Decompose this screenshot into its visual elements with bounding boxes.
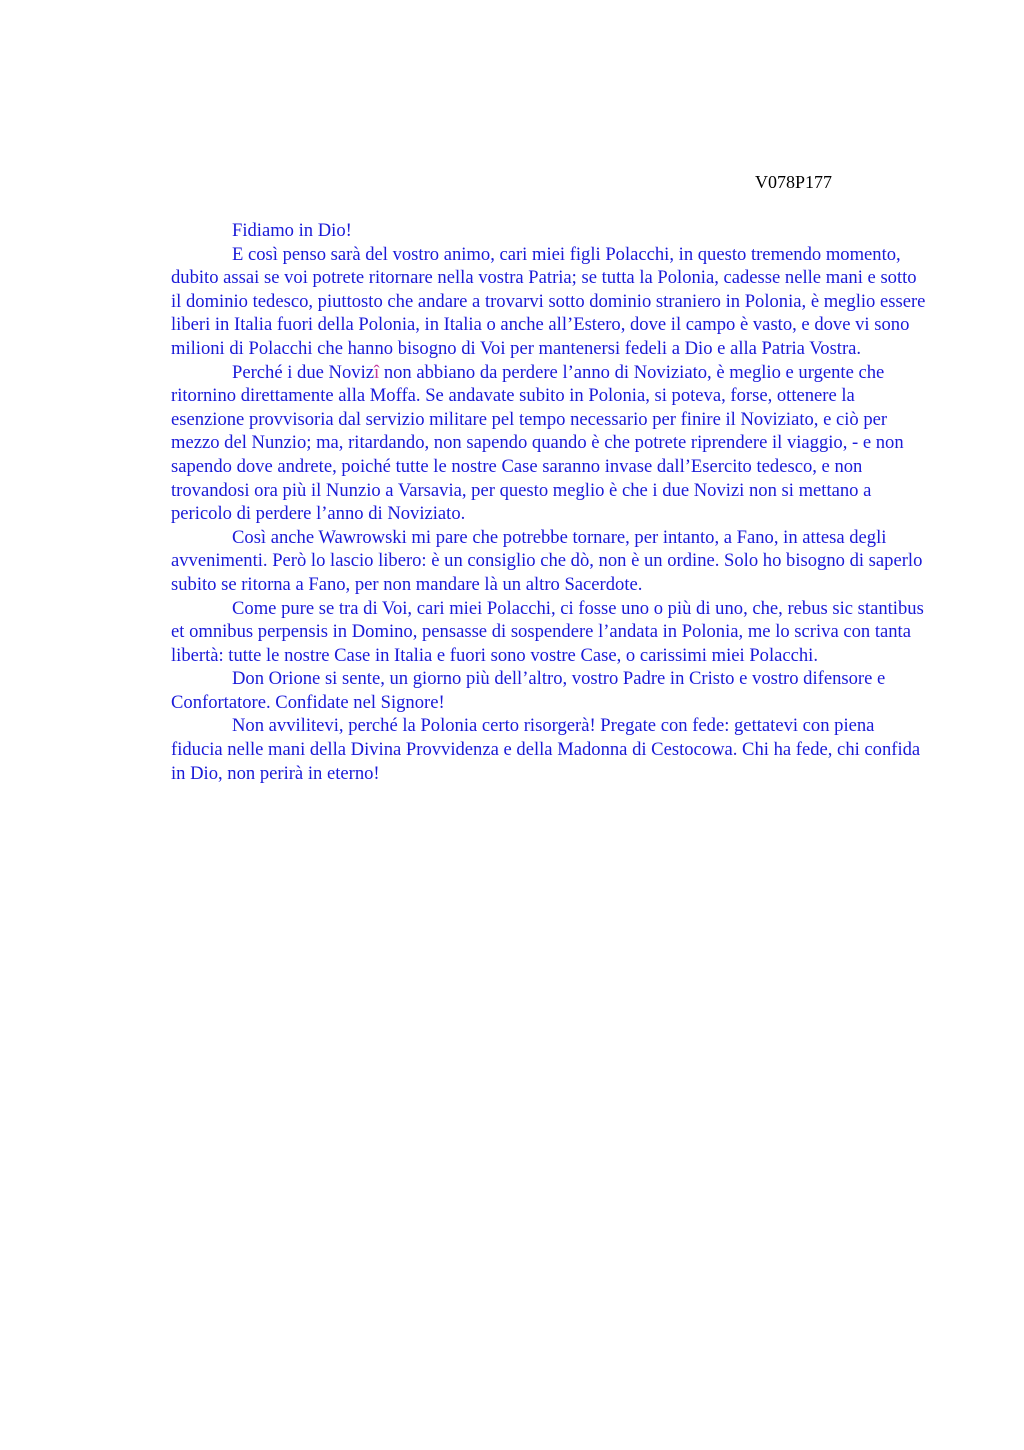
paragraph-freedom: Come pure se tra di Voi, cari miei Polacchi, ci fosse uno o più di uno, che, rebus sic stantibus et omnibus perpensis in Domino, pensasse di sospendere l’andata in Polonia, me lo scriva con tanta libertà: tutte le nostre Case in Italia e fuori sono vostre Case, o carissimi miei Polacchi. bbox=[171, 597, 924, 666]
paragraph-closing: Non avvilitevi, perché la Polonia certo risorgerà! Pregate con fede: gettatevi con piena fiducia nelle mani della Divina Provvidenza e della Madonna di Cestocowa. Chi ha fede, chi confida in Dio, non perirà in eterno! bbox=[171, 715, 921, 784]
paragraph-polish-sons: E così penso sarà del vostro animo, cari miei figli Polacchi, in questo tremendo momento, dubito assai se voi potrete ritornare nella vostra Patria; se tutta la Polonia, cadesse nelle mani e sotto il dominio tedesco, piuttosto che andare a trovarvi sotto dominio straniero in Polonia, è meglio essere liberi in Italia fuori della Polonia, in Italia o anche all’Estero, dove il campo è vasto, e dove vi sono milioni di Polacchi che hanno bisogno di Voi per mantenersi fedeli a Dio e alla Patria Vostra. bbox=[171, 243, 926, 359]
paragraph-opening: Fidiamo in Dio! bbox=[232, 220, 352, 241]
paragraph-novices-rest: non abbiano da perdere l’anno di Noviziato, è meglio e urgente che ritornino direttamente alla Moffa. Se andavate subito in Polonia, si poteva, forse, ottenere la esenzione provvisoria dal servizio militare pel tempo necessario per finire il Noviziato, e ciò per mezzo del Nunzio; ma, ritardando, non sapendo quando è che potrete riprendere il viaggio, - e non sapendo dove andrete, poiché tutte le nostre Case saranno invase dall’Esercito tedesco, e non trovandosi ora più il Nunzio a Varsavia, per questo meglio è che i due Novizi non si mettano a pericolo di perdere l’anno di Noviziato. bbox=[171, 361, 904, 525]
paragraph-novices bbox=[171, 361, 927, 526]
page-reference: V078P177 bbox=[755, 172, 833, 192]
letter-body bbox=[171, 219, 927, 785]
paragraph-wawrowski: Così anche Wawrowski mi pare che potrebbe tornare, per intanto, a Fano, in attesa degli avvenimenti. Però lo lascio libero: è un consiglio che dò, non è un ordine. Solo ho bisogno di saperlo subito se ritorna a Fano, per non mandare là un altro Sacerdote. bbox=[171, 526, 923, 595]
highlighted-character: î bbox=[374, 361, 380, 383]
paragraph-don-orione: Don Orione si sente, un giorno più dell’altro, vostro Padre in Cristo e vostro difensore e Confortatore. Confidate nel Signore! bbox=[171, 668, 886, 713]
paragraph-novices-start: Perché i due Noviz bbox=[232, 361, 374, 383]
